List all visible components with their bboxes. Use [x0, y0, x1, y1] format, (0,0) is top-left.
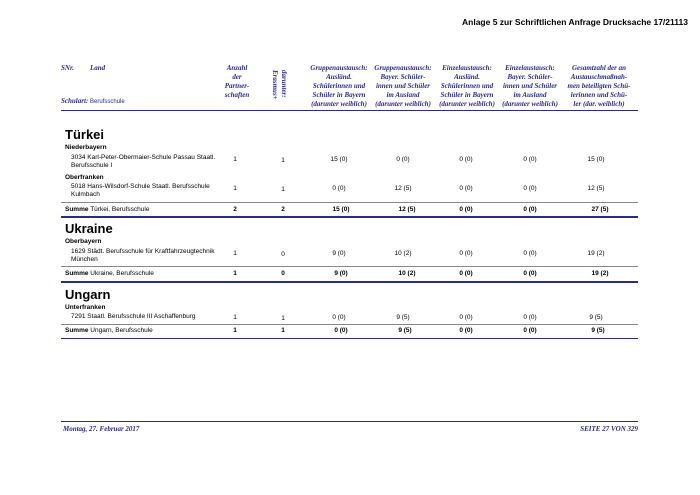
partner-count: 1 — [233, 250, 237, 257]
region-heading: Niederbayern — [65, 144, 107, 151]
gruppe-ausl-value: 0 (0) — [332, 314, 346, 321]
schulart-label: Schulart: — [61, 97, 89, 105]
partner-header-line: schaften — [224, 91, 250, 99]
total-value: 19 (2) — [587, 250, 605, 257]
sum-einzel-ausl: 0 (0) — [459, 270, 473, 277]
header-line: Einzelaustausch: — [442, 64, 492, 72]
header-line: innen und Schüler — [502, 82, 558, 90]
erasmus-header-line: darunter: — [280, 70, 288, 98]
footer-page-number: SEITE 27 VON 329 — [580, 425, 638, 433]
school-name: 3034 Karl-Peter-Obermaier-Schule Passau Staatl. Berufsschule I — [71, 154, 216, 169]
sum-label — [65, 206, 149, 213]
einzel-bayer-value: 0 (0) — [523, 250, 537, 257]
school-name: 1629 Städt. Berufsschule für Kraftfahrzeugtechnik München — [71, 248, 215, 263]
header-line: Einzelaustausch: — [505, 64, 555, 72]
header-line: Schüler in Bayern — [312, 91, 366, 99]
einzel-ausl-value: 0 (0) — [459, 314, 473, 321]
sum-divider — [61, 266, 638, 267]
sum-partner: 1 — [233, 327, 237, 334]
einzel-ausl-value: 0 (0) — [459, 250, 473, 257]
header-line: im Ausland — [386, 91, 420, 99]
school-name: 5018 Hans-Wilsdorf-Schule Staatl. Berufsschule Kulmbach — [71, 183, 210, 198]
total-value: 9 (5) — [589, 314, 603, 321]
sum-total: 19 (2) — [591, 270, 609, 277]
schulart-value: Berufsschule — [89, 99, 125, 105]
country-heading: Ukraine — [65, 221, 113, 236]
partner-header-line: Partner- — [224, 82, 250, 90]
header-line: (darunter weiblich) — [311, 100, 367, 108]
sum-gruppe-ausl: 0 (0) — [334, 327, 348, 334]
einzel-ausl-value: 0 (0) — [459, 156, 473, 163]
sum-total: 9 (5) — [591, 327, 605, 334]
header-line: Gesamtzahl der an — [571, 64, 627, 72]
sum-label — [65, 270, 154, 277]
document-reference: Anlage 5 zur Schriftlichen Anfrage Drucksache 17/21113 — [462, 17, 688, 27]
sum-divider — [61, 202, 638, 203]
header-rule — [61, 110, 638, 111]
partner-header-line: der — [232, 73, 242, 81]
sum-einzel-bayer: 0 (0) — [523, 206, 537, 213]
region-heading: Oberfranken — [65, 174, 104, 181]
region-heading: Unterfranken — [65, 304, 106, 311]
gesamt-header — [562, 64, 636, 109]
gruppe-ausl-value: 15 (0) — [330, 156, 348, 163]
header-line: im Ausland — [513, 91, 547, 99]
sum-divider — [61, 324, 638, 325]
sum-gruppe-ausl: 9 (0) — [334, 270, 348, 277]
sum-partner: 1 — [233, 270, 237, 277]
einzel-bayer-header — [498, 64, 562, 109]
einzel-bayer-value: 0 (0) — [523, 156, 537, 163]
sum-erasmus: 0 — [281, 270, 285, 277]
gruppe-ausl-value: 9 (0) — [332, 250, 346, 257]
header-line: (darunter weiblich) — [439, 100, 495, 108]
footer-date: Montag, 27. Februar 2017 — [63, 425, 140, 433]
snr-header: SNr. — [61, 64, 75, 72]
total-value: 12 (5) — [587, 185, 605, 192]
header-line: lerinnen und Schü- — [570, 91, 628, 99]
header-line: men beteiligten Schü- — [567, 82, 631, 90]
sum-label-text: Türkei, Berufsschule — [90, 206, 150, 213]
sum-label-text: Ukraine, Berufsschule — [90, 270, 154, 277]
erasmus-count: 1 — [281, 186, 285, 193]
schulart-header — [61, 97, 125, 107]
land-header: Land — [90, 64, 106, 72]
section-rule — [61, 281, 638, 283]
header-line: (darunter weiblich) — [502, 100, 558, 108]
school-name: 7291 Staatl. Berufsschule III Aschaffenburg — [71, 313, 196, 320]
header-line: ler (dar. weiblich) — [573, 100, 625, 108]
header-line: Ausländ. — [326, 73, 352, 81]
sum-label-bold: Summe — [65, 270, 89, 277]
header-line: Gruppenaustausch: — [374, 64, 432, 72]
region-heading: Oberbayern — [65, 238, 102, 245]
header-line: Ausländ. — [454, 73, 480, 81]
sum-erasmus: 2 — [281, 206, 285, 213]
erasmus-header — [270, 70, 288, 100]
gruppe-bayer-value: 0 (0) — [396, 156, 410, 163]
header-line: Bayer. Schüler- — [380, 73, 426, 81]
country-heading: Ungarn — [65, 287, 111, 302]
header-line: Bayer. Schüler- — [507, 73, 553, 81]
header-line: Gruppenaustausch: — [310, 64, 368, 72]
header-line: Austauschmaßnah- — [570, 73, 628, 81]
sum-gruppe-bayer: 12 (5) — [398, 206, 416, 213]
sum-erasmus: 1 — [281, 327, 285, 334]
sum-label-text: Ungarn, Berufsschule — [90, 327, 153, 334]
sum-partner: 2 — [233, 206, 237, 213]
einzel-ausl-header — [435, 64, 499, 109]
gruppe-ausl-header — [305, 64, 373, 109]
sum-label-bold: Summe — [65, 327, 89, 334]
einzel-ausl-value: 0 (0) — [459, 185, 473, 192]
sum-einzel-ausl: 0 (0) — [459, 327, 473, 334]
partner-header-line: Anzahl — [226, 64, 248, 72]
partner-count: 1 — [233, 314, 237, 321]
sum-gruppe-ausl: 15 (0) — [332, 206, 350, 213]
erasmus-count: 1 — [281, 315, 285, 322]
sum-label — [65, 327, 153, 334]
header-line: Schüler in Bayern — [440, 91, 494, 99]
gruppe-bayer-header — [370, 64, 436, 109]
erasmus-header-line: Erasmus+ — [271, 70, 279, 100]
header-line: Schülerinnen und — [440, 82, 494, 90]
gruppe-bayer-value: 10 (2) — [394, 250, 412, 257]
header-line: Schülerinnen und — [312, 82, 366, 90]
gruppe-bayer-value: 9 (5) — [396, 314, 410, 321]
sum-gruppe-bayer: 9 (5) — [398, 327, 412, 334]
erasmus-count: 0 — [281, 251, 285, 258]
sum-gruppe-bayer: 10 (2) — [398, 270, 416, 277]
partner-count: 1 — [233, 185, 237, 192]
sum-label-bold: Summe — [65, 206, 89, 213]
sum-einzel-bayer: 0 (0) — [523, 270, 537, 277]
total-value: 15 (0) — [587, 156, 605, 163]
footer-rule — [61, 421, 638, 422]
gruppe-bayer-value: 12 (5) — [394, 185, 412, 192]
section-rule — [61, 216, 638, 218]
sum-total: 27 (5) — [591, 206, 609, 213]
partner-count: 1 — [233, 156, 237, 163]
table-end-rule — [61, 338, 638, 339]
gruppe-ausl-value: 0 (0) — [332, 185, 346, 192]
header-line: (darunter weiblich) — [375, 100, 431, 108]
sum-einzel-bayer: 0 (0) — [523, 327, 537, 334]
einzel-bayer-value: 0 (0) — [523, 314, 537, 321]
partner-header — [215, 64, 259, 100]
sum-einzel-ausl: 0 (0) — [459, 206, 473, 213]
header-line: innen und Schüler — [375, 82, 431, 90]
erasmus-count: 1 — [281, 157, 285, 164]
country-heading: Türkei — [65, 127, 105, 142]
einzel-bayer-value: 0 (0) — [523, 185, 537, 192]
